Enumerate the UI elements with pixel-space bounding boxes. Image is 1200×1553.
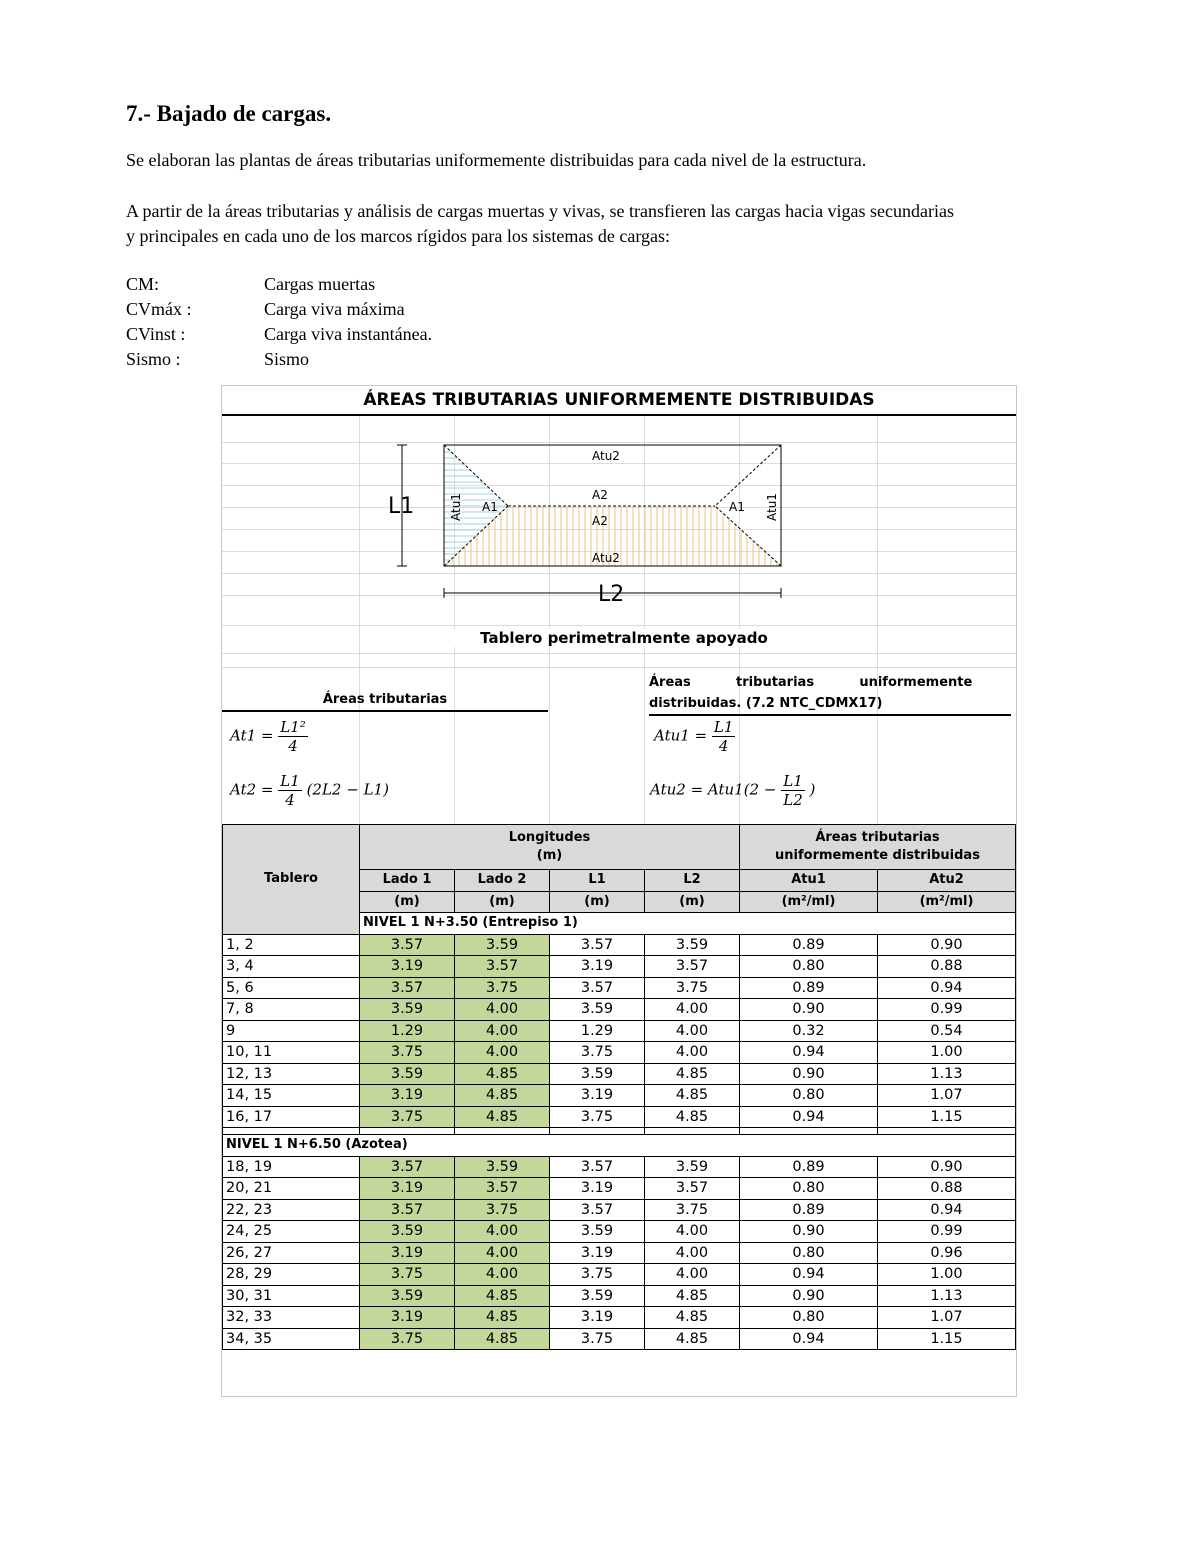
row-value: 0.80 xyxy=(740,1178,878,1200)
row-value: 4.85 xyxy=(455,1328,550,1350)
row-value: 3.59 xyxy=(360,1221,455,1243)
table-row xyxy=(223,977,1016,999)
areas-group-line-2: uniformemente distribuidas xyxy=(775,848,980,863)
row-value: 1.00 xyxy=(878,1042,1016,1064)
row-value: 0.94 xyxy=(740,1328,878,1350)
row-value: 3.59 xyxy=(550,1221,645,1243)
label-atu1-right: Atu1 xyxy=(765,493,779,521)
table-row xyxy=(223,1178,1016,1200)
row-value: 3.57 xyxy=(550,1199,645,1221)
row-value: 0.90 xyxy=(740,1285,878,1307)
row-value: 0.90 xyxy=(740,1221,878,1243)
equation-atu2-lhs: Atu2 = Atu1(2 − xyxy=(650,780,777,799)
row-value: 4.00 xyxy=(455,1221,550,1243)
label-atu2-top: Atu2 xyxy=(592,449,620,463)
row-value: 3.75 xyxy=(550,1264,645,1286)
equation-at1-numerator: L1² xyxy=(280,718,306,736)
row-tablero: 32, 33 xyxy=(223,1307,360,1329)
definition-value: Carga viva instantánea. xyxy=(264,324,433,344)
label-l2: L2 xyxy=(598,582,625,607)
row-value: 0.80 xyxy=(740,1307,878,1329)
equation-at2-numerator: L1 xyxy=(280,772,300,790)
subheader-lado1: Lado 1 xyxy=(360,870,455,892)
row-value: 3.75 xyxy=(455,1199,550,1221)
row-value: 3.19 xyxy=(550,1307,645,1329)
row-value: 4.85 xyxy=(645,1106,740,1128)
row-tablero: 26, 27 xyxy=(223,1242,360,1264)
row-value: 0.90 xyxy=(740,1063,878,1085)
row-value: 3.19 xyxy=(550,1178,645,1200)
equation-atu1 xyxy=(654,718,735,755)
row-value: 3.57 xyxy=(550,1156,645,1178)
definition-value: Cargas muertas xyxy=(264,274,376,294)
equation-at2-denominator: 4 xyxy=(285,791,295,809)
label-a2-top: A2 xyxy=(592,488,608,502)
row-value: 3.59 xyxy=(550,1063,645,1085)
row-value: 0.89 xyxy=(740,1156,878,1178)
row-value: 0.94 xyxy=(740,1264,878,1286)
row-value: 0.80 xyxy=(740,1085,878,1107)
equation-atu1-numerator: L1 xyxy=(713,718,734,736)
equation-at1-denominator: 4 xyxy=(288,737,298,755)
row-tablero: 12, 13 xyxy=(223,1063,360,1085)
intro-paragraph: Se elaboran las plantas de áreas tributarias uniformemente distribuidas para cada nivel de la estructura. xyxy=(126,150,867,170)
row-value: 3.57 xyxy=(360,1156,455,1178)
row-value: 3.59 xyxy=(360,1285,455,1307)
row-value: 4.85 xyxy=(645,1063,740,1085)
table-row xyxy=(223,1285,1016,1307)
diagram-caption: Tablero perimetralmente apoyado xyxy=(444,629,804,647)
table-row xyxy=(223,1221,1016,1243)
row-value: 3.59 xyxy=(645,1156,740,1178)
col-tablero-header: Tablero xyxy=(223,825,360,935)
row-tablero: 30, 31 xyxy=(223,1285,360,1307)
row-value: 4.00 xyxy=(645,1042,740,1064)
row-value: 3.57 xyxy=(645,956,740,978)
row-value: 0.88 xyxy=(878,956,1016,978)
transfer-paragraph-line-2: y principales en cada uno de los marcos rígidos para los sistemas de cargas: xyxy=(126,226,671,246)
separator-row xyxy=(223,1128,1016,1135)
row-value: 0.94 xyxy=(740,1042,878,1064)
row-value: 1.29 xyxy=(550,1020,645,1042)
row-value: 4.00 xyxy=(455,1020,550,1042)
row-value: 4.00 xyxy=(645,999,740,1021)
unit-atu1: (m²/ml) xyxy=(740,891,878,913)
spreadsheet-sheet xyxy=(221,385,1017,1397)
definition-value: Carga viva máxima xyxy=(264,299,405,319)
equation-atu2-tail: ) xyxy=(809,780,816,799)
transfer-paragraph-line-1: A partir de la áreas tributarias y análisis de cargas muertas y vivas, se transfieren las cargas hacia vigas secundarias xyxy=(126,201,955,221)
level-row xyxy=(223,1135,1016,1157)
row-value: 3.75 xyxy=(645,977,740,999)
row-value: 3.19 xyxy=(550,1242,645,1264)
row-value: 0.99 xyxy=(878,1221,1016,1243)
row-value: 0.90 xyxy=(740,999,878,1021)
label-atu1-left: Atu1 xyxy=(449,493,463,521)
section-heading: 7.- Bajado de cargas. xyxy=(126,101,332,126)
subheader-l2: L2 xyxy=(645,870,740,892)
row-value: 1.15 xyxy=(878,1106,1016,1128)
equation-at2-tail: (2L2 − L1) xyxy=(306,780,389,799)
table-row xyxy=(223,1242,1016,1264)
slab-diagram xyxy=(372,431,792,611)
row-value: 4.00 xyxy=(455,1042,550,1064)
row-value: 0.88 xyxy=(878,1178,1016,1200)
row-value: 3.57 xyxy=(360,977,455,999)
equation-atu1-denominator: 4 xyxy=(718,737,729,755)
row-value: 4.85 xyxy=(455,1307,550,1329)
row-value: 0.94 xyxy=(878,1199,1016,1221)
definition-row xyxy=(126,297,432,322)
load-definitions xyxy=(126,272,432,372)
row-value: 3.75 xyxy=(455,977,550,999)
row-value: 0.90 xyxy=(878,1156,1016,1178)
row-value: 3.57 xyxy=(550,934,645,956)
row-value: 4.00 xyxy=(455,999,550,1021)
level-label: NIVEL 1 N+6.50 (Azotea) xyxy=(223,1135,1016,1157)
table-row xyxy=(223,1106,1016,1128)
row-value: 3.19 xyxy=(360,1242,455,1264)
row-value: 3.59 xyxy=(360,1063,455,1085)
row-tablero: 34, 35 xyxy=(223,1328,360,1350)
row-value: 3.59 xyxy=(455,1156,550,1178)
row-value: 1.07 xyxy=(878,1085,1016,1107)
row-tablero: 28, 29 xyxy=(223,1264,360,1286)
unit-l1: (m) xyxy=(550,891,645,913)
longitudes-group-line-2: (m) xyxy=(536,848,563,863)
row-value: 3.59 xyxy=(550,999,645,1021)
row-tablero: 5, 6 xyxy=(223,977,360,999)
definition-key: CVmáx : xyxy=(126,299,192,319)
label-a1-left: A1 xyxy=(482,500,498,514)
definition-row xyxy=(126,272,432,297)
row-value: 3.19 xyxy=(360,956,455,978)
row-value: 3.75 xyxy=(360,1042,455,1064)
table-row xyxy=(223,1156,1016,1178)
label-atu2-bottom: Atu2 xyxy=(592,551,620,565)
row-value: 0.94 xyxy=(740,1106,878,1128)
row-value: 4.00 xyxy=(455,1242,550,1264)
subheader-atu1: Atu1 xyxy=(740,870,878,892)
table-row xyxy=(223,956,1016,978)
areas-group-line-1: Áreas tributarias xyxy=(815,830,940,845)
row-value: 3.57 xyxy=(360,934,455,956)
row-value: 3.59 xyxy=(550,1285,645,1307)
areas-group-header xyxy=(740,825,1016,870)
row-value: 3.19 xyxy=(550,956,645,978)
longitudes-group-header xyxy=(360,825,740,870)
label-a2-bottom: A2 xyxy=(592,514,608,528)
row-value: 3.59 xyxy=(645,934,740,956)
row-tablero: 16, 17 xyxy=(223,1106,360,1128)
table-row xyxy=(223,1063,1016,1085)
row-value: 1.00 xyxy=(878,1264,1016,1286)
row-value: 3.75 xyxy=(550,1328,645,1350)
row-value: 4.85 xyxy=(455,1063,550,1085)
row-value: 0.90 xyxy=(878,934,1016,956)
tributary-areas-header: Áreas tributarias xyxy=(222,692,548,712)
row-value: 0.89 xyxy=(740,934,878,956)
table-row xyxy=(223,1328,1016,1350)
row-value: 4.00 xyxy=(645,1221,740,1243)
definition-value: Sismo xyxy=(264,349,310,369)
row-tablero: 22, 23 xyxy=(223,1199,360,1221)
sheet-title: ÁREAS TRIBUTARIAS UNIFORMEMENTE DISTRIBUIDAS xyxy=(222,386,1016,416)
row-value: 0.99 xyxy=(878,999,1016,1021)
row-value: 3.75 xyxy=(645,1199,740,1221)
row-value: 4.85 xyxy=(455,1285,550,1307)
uniform-areas-header-line-2: distribuidas. (7.2 NTC_CDMX17) xyxy=(649,696,883,711)
row-value: 3.59 xyxy=(360,999,455,1021)
table-row xyxy=(223,1020,1016,1042)
level-label: NIVEL 1 N+3.50 (Entrepiso 1) xyxy=(360,913,1016,935)
table-row xyxy=(223,1307,1016,1329)
row-value: 1.13 xyxy=(878,1063,1016,1085)
row-tablero: 24, 25 xyxy=(223,1221,360,1243)
longitudes-group-line-1: Longitudes xyxy=(508,830,591,845)
row-value: 3.57 xyxy=(645,1178,740,1200)
row-value: 0.96 xyxy=(878,1242,1016,1264)
definition-row xyxy=(126,347,432,372)
row-tablero: 1, 2 xyxy=(223,934,360,956)
row-tablero: 7, 8 xyxy=(223,999,360,1021)
row-value: 1.07 xyxy=(878,1307,1016,1329)
row-value: 1.13 xyxy=(878,1285,1016,1307)
row-value: 0.89 xyxy=(740,1199,878,1221)
row-value: 4.85 xyxy=(645,1285,740,1307)
row-value: 4.85 xyxy=(455,1085,550,1107)
row-value: 3.57 xyxy=(455,956,550,978)
row-value: 3.75 xyxy=(360,1328,455,1350)
uniform-areas-header-line-1: Áreas tributarias uniformemente xyxy=(649,675,973,690)
row-value: 4.85 xyxy=(645,1328,740,1350)
row-value: 3.57 xyxy=(360,1199,455,1221)
unit-lado1: (m) xyxy=(360,891,455,913)
row-value: 1.15 xyxy=(878,1328,1016,1350)
equation-at1-lhs: At1 = xyxy=(230,726,274,745)
definition-key: Sismo : xyxy=(126,349,181,369)
row-value: 4.85 xyxy=(645,1085,740,1107)
table-row xyxy=(223,1042,1016,1064)
row-value: 1.29 xyxy=(360,1020,455,1042)
definition-key: CVinst : xyxy=(126,324,186,344)
label-a1-right: A1 xyxy=(729,500,745,514)
unit-l2: (m) xyxy=(645,891,740,913)
row-tablero: 10, 11 xyxy=(223,1042,360,1064)
row-value: 3.57 xyxy=(455,1178,550,1200)
row-tablero: 3, 4 xyxy=(223,956,360,978)
row-value: 4.00 xyxy=(645,1020,740,1042)
subheader-lado2: Lado 2 xyxy=(455,870,550,892)
row-value: 0.94 xyxy=(878,977,1016,999)
row-value: 3.75 xyxy=(550,1106,645,1128)
equation-at1 xyxy=(230,718,308,755)
row-value: 3.19 xyxy=(360,1085,455,1107)
table-row xyxy=(223,934,1016,956)
definition-key: CM: xyxy=(126,274,160,294)
definition-row xyxy=(126,322,432,347)
equation-at2-lhs: At2 = xyxy=(230,780,274,799)
row-tablero: 18, 19 xyxy=(223,1156,360,1178)
table-row xyxy=(223,1264,1016,1286)
row-value: 0.80 xyxy=(740,1242,878,1264)
subheader-l1: L1 xyxy=(550,870,645,892)
row-value: 0.80 xyxy=(740,956,878,978)
row-tablero: 20, 21 xyxy=(223,1178,360,1200)
subheader-atu2: Atu2 xyxy=(878,870,1016,892)
row-value: 3.19 xyxy=(360,1178,455,1200)
row-value: 3.19 xyxy=(360,1307,455,1329)
row-value: 3.59 xyxy=(455,934,550,956)
label-l1: L1 xyxy=(388,494,415,519)
table-row xyxy=(223,1199,1016,1221)
equation-atu2-numerator: L1 xyxy=(783,772,803,790)
unit-lado2: (m) xyxy=(455,891,550,913)
equation-atu2 xyxy=(650,772,815,809)
equation-at2 xyxy=(230,772,389,809)
row-value: 4.85 xyxy=(645,1307,740,1329)
equation-atu1-lhs: Atu1 = xyxy=(654,726,708,745)
row-value: 4.85 xyxy=(455,1106,550,1128)
row-value: 3.75 xyxy=(550,1042,645,1064)
row-value: 4.00 xyxy=(645,1242,740,1264)
row-value: 4.00 xyxy=(645,1264,740,1286)
table-row xyxy=(223,999,1016,1021)
row-value: 3.19 xyxy=(550,1085,645,1107)
row-tablero: 9 xyxy=(223,1020,360,1042)
table-row xyxy=(223,1085,1016,1107)
uniform-areas-header xyxy=(649,672,1011,716)
unit-atu2: (m²/ml) xyxy=(878,891,1016,913)
equation-atu2-denominator: L2 xyxy=(783,791,803,809)
row-value: 3.75 xyxy=(360,1106,455,1128)
row-value: 4.00 xyxy=(455,1264,550,1286)
row-value: 0.54 xyxy=(878,1020,1016,1042)
row-value: 0.89 xyxy=(740,977,878,999)
row-value: 0.32 xyxy=(740,1020,878,1042)
row-tablero: 14, 15 xyxy=(223,1085,360,1107)
row-value: 3.75 xyxy=(360,1264,455,1286)
loads-table xyxy=(222,824,1016,1350)
row-value: 3.57 xyxy=(550,977,645,999)
